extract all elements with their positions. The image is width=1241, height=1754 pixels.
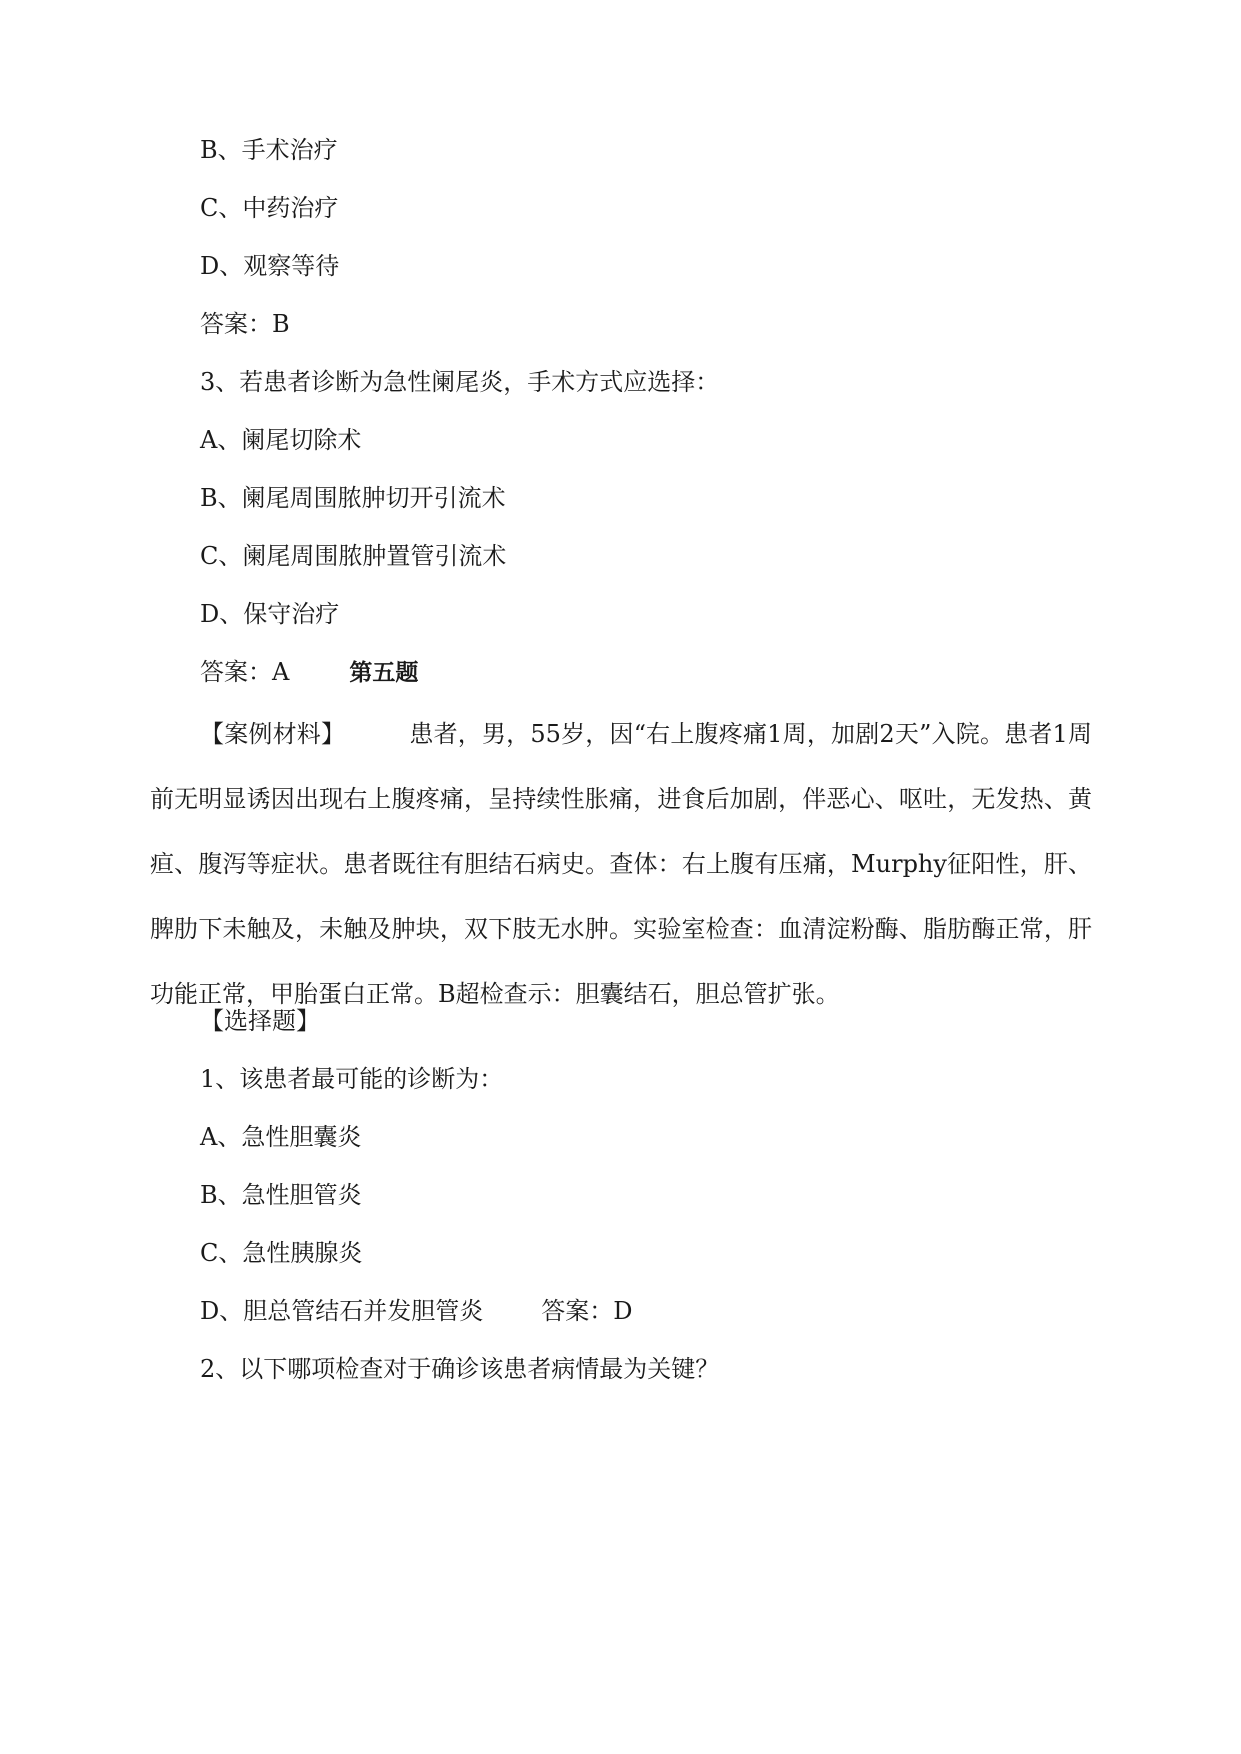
option-b: B、阑尾周围脓肿切开引流术 [200,484,506,512]
option-c: C、急性胰腺炎 [200,1239,363,1267]
option-c: C、阑尾周围脓肿置管引流术 [200,542,507,570]
option-d: D、胆总管结石并发胆管炎 [200,1297,484,1325]
question-1: 1、该患者最可能的诊断为： [200,1065,504,1093]
question-2: 2、以下哪项检查对于确诊该患者病情最为关键？ [200,1355,720,1383]
choice-label: 【选择题】 [200,1007,320,1035]
option-d: D、保守治疗 [200,600,340,628]
section-title: 第五题 [349,660,419,686]
option-b: B、手术治疗 [200,136,338,164]
option-b: B、急性胆管炎 [200,1181,362,1209]
case-text: 患者，男，55岁，因“右上腹疼痛1周，加剧2天”入院。患者1周前无明显诱因出现右上腹疼痛，呈持续性胀痛，进食后加剧，伴恶心、呕吐，无发热、黄疸、腹泻等症状。患者既往有胆结石病史。查体：右上腹有压痛，Murphy征阳性，肝、脾肋下未触及，未触及肿块，双下肢无水肿。实验室检查：血清淀粉酶、脂肪酶正常，肝功能正常，甲胎蛋白正常。B超检查示：胆囊结石，胆总管扩张。 [150,720,1092,1008]
answer: 答案：D [541,1297,633,1325]
option-a: A、阑尾切除术 [200,426,362,454]
answer-with-section-title [200,655,418,690]
option-a: A、急性胆囊炎 [200,1123,362,1151]
case-label: 【案例材料】 [200,720,346,748]
option-d: D、观察等待 [200,252,340,280]
question-3: 3、若患者诊断为急性阑尾炎，手术方式应选择： [200,368,720,396]
option-c: C、中药治疗 [200,194,339,222]
answer: 答案：A [200,658,290,686]
option-d-with-answer [200,1294,633,1328]
case-material-paragraph [150,702,1092,1027]
answer: 答案：B [200,310,290,338]
